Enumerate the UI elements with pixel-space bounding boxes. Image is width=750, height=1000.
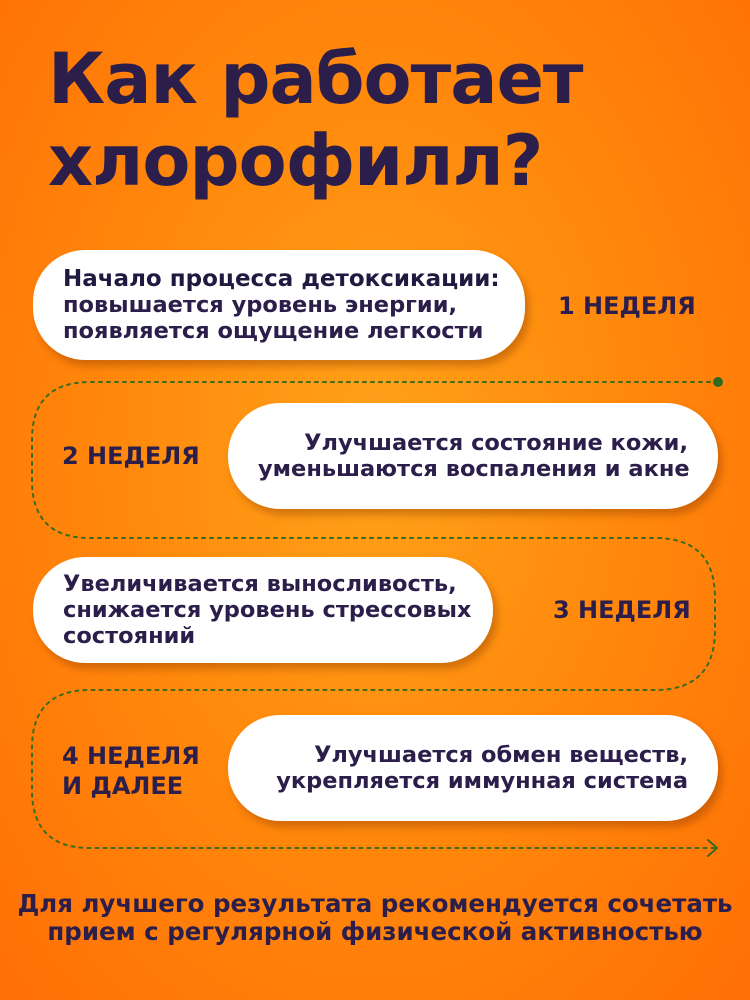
title-line-1: Как работает xyxy=(48,38,583,120)
step-1-card xyxy=(33,250,525,360)
step-4-card xyxy=(228,715,718,821)
step-4-line-2: укрепляется иммунная система xyxy=(276,768,688,794)
footer-line-2: прием с регулярной физической активностью xyxy=(47,917,703,946)
step-4-week-line-1: 4 НЕДЕЛЯ xyxy=(62,742,200,770)
path-start-dot xyxy=(713,377,723,387)
step-4-week-label xyxy=(62,741,200,801)
step-1-line-2: появляется ощущение легкости xyxy=(63,318,484,344)
step-1-headline: Начало процесса детоксикации: xyxy=(63,266,500,292)
step-3-line-2: снижается уровень стрессовых xyxy=(63,597,472,623)
footer-line-1: Для лучшего результата рекомендуется сочетать xyxy=(17,889,733,918)
step-4-week-line-2: И ДАЛЕЕ xyxy=(62,772,184,800)
step-4-line-1: Улучшается обмен веществ, xyxy=(314,742,688,768)
step-3-card xyxy=(33,557,493,663)
footer-note xyxy=(0,890,750,946)
step-3-line-3: состояний xyxy=(63,623,196,649)
step-1-line-1: повышается уровень энергии, xyxy=(63,292,458,318)
step-3-week-label: 3 НЕДЕЛЯ xyxy=(553,596,691,624)
step-1-week-label: 1 НЕДЕЛЯ xyxy=(558,292,696,320)
step-2-card xyxy=(228,403,718,509)
step-3-line-1: Увеличивается выносливость, xyxy=(63,571,457,597)
title-line-2: хлорофилл? xyxy=(48,120,543,202)
step-2-line-2: уменьшаются воспаления и акне xyxy=(258,456,690,482)
step-2-line-1: Улучшается состояние кожи, xyxy=(304,430,688,456)
step-2-week-label: 2 НЕДЕЛЯ xyxy=(62,442,200,470)
